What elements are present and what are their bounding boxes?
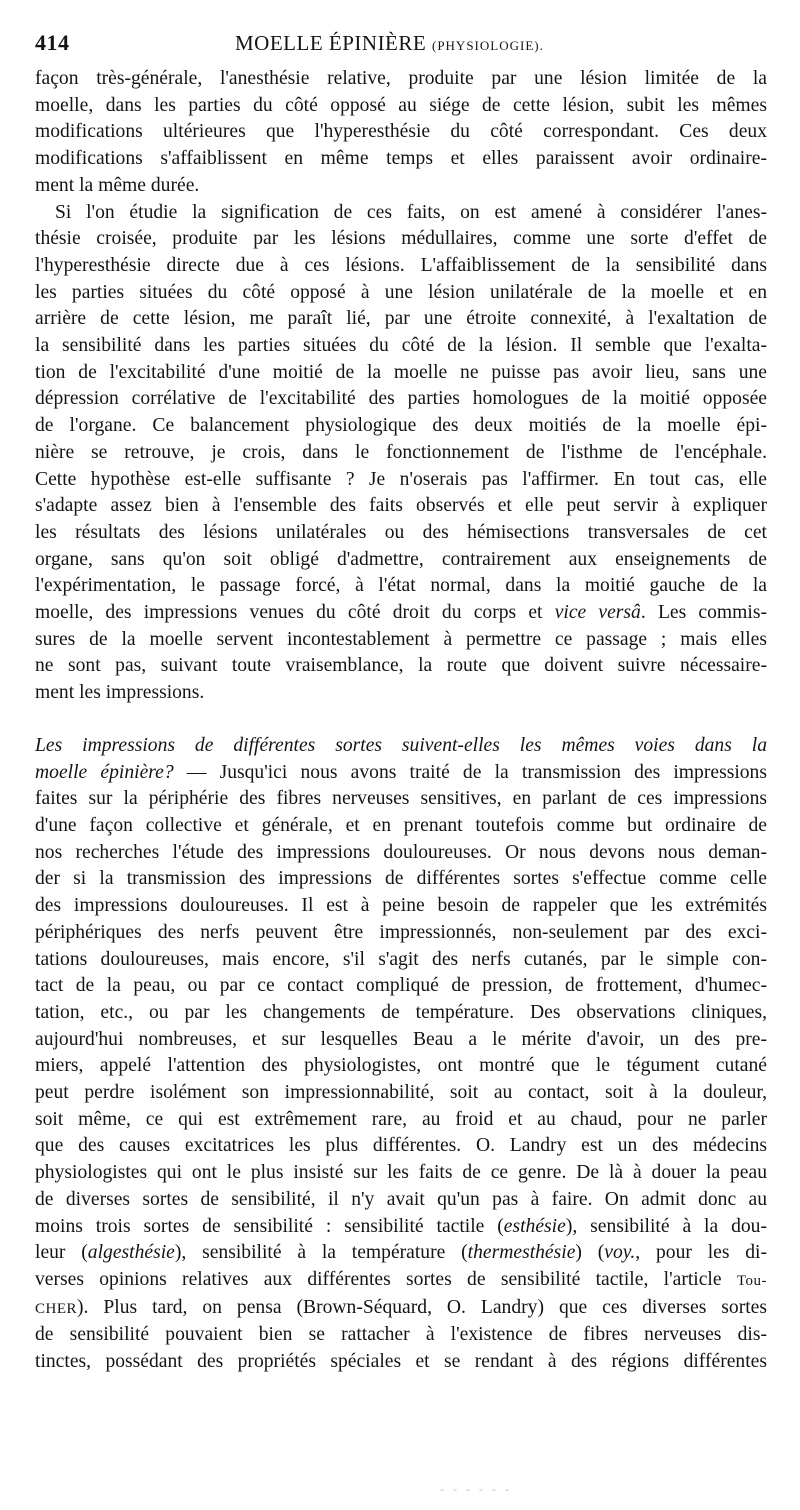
paragraph-line: organe, sans qu'on soit obligé d'admettre, contrairement aux enseignements de [35, 548, 767, 570]
text-span: ) ( [575, 1242, 605, 1264]
section-gap [35, 707, 767, 733]
section-heading-line [35, 760, 767, 787]
paragraph-line [35, 1240, 767, 1267]
paragraph-line [35, 600, 767, 627]
paragraph-line [35, 1214, 767, 1241]
paragraph-line: nière se retrouve, je crois, dans le fonctionnement de l'isthme de l'encéphale. [35, 441, 767, 463]
paragraph-line: nos recherches l'étude des impressions douloureuses. Or nous devons nous deman- [35, 841, 767, 863]
text-span: verses opinions relatives aux différentes sortes de sensibilité tactile, l'article [35, 1268, 737, 1290]
paragraph-line: sures de la moelle servent incontestablement à permettre ce passage ; mais elles [35, 628, 767, 650]
text-span: leur ( [35, 1242, 88, 1264]
text-span: ). Plus tard, on pensa (Brown-Séquard, O. Landry) que ces diverses sortes [77, 1296, 767, 1318]
paragraph-line: que des causes excitatrices les plus différentes. O. Landry est un des médecins [35, 1135, 767, 1157]
paragraph-line: moelle, dans les parties du côté opposé au siége de cette lésion, subit les mêmes [35, 94, 767, 116]
paragraph-line: faites sur la périphérie des fibres nerveuses sensitives, en parlant de ces impressions [35, 788, 767, 810]
text-span: — Jusqu'ici nous avons traité de la transmission des impressions [173, 761, 767, 783]
running-title-sub: (PHYSIOLOGIE). [431, 38, 544, 53]
paragraph-line: Cette hypothèse est-elle suffisante ? Je n'oserais pas l'affirmer. En tout cas, elle [35, 468, 767, 490]
paragraph-line: modifications ultérieures que l'hyperesthésie du côté correspondant. Ces deux [35, 121, 767, 143]
paragraph-line: de diverses sortes de sensibilité, il n'y avait qu'un pas à faire. On admit donc au [35, 1188, 767, 1210]
paragraph-line: modifications s'affaiblissent en même temps et elles paraissent avoir ordinaire- [35, 148, 767, 170]
paragraph-line: tact de la peau, ou par ce contact compliqué de pression, de frottement, d'humec- [35, 975, 767, 997]
text-span: moelle, des impressions venues du côté droit du corps et [35, 602, 555, 624]
italic-term: voy. [604, 1242, 636, 1264]
paragraph-line [35, 1267, 767, 1295]
small-caps-term: CHER [35, 1300, 78, 1317]
paragraph-line: tations douloureuses, mais encore, s'il s'agit des nerfs cutanés, par le simple con- [35, 948, 767, 970]
footer-mark: - - - - - - [440, 1482, 512, 1496]
section-heading-italic: moelle épinière? [35, 761, 174, 783]
running-title [155, 31, 767, 56]
paragraph-line: tation, etc., ou par les changements de température. Des observations cliniques, [35, 1001, 767, 1023]
paragraph-line: ment les impressions. [35, 682, 205, 704]
page [35, 30, 767, 1376]
page-number: 414 [35, 30, 70, 55]
paragraph-line: de l'organe. Ce balancement physiologique des deux moitiés de la moelle épi- [35, 415, 767, 437]
paragraph-line: physiologistes qui ont le plus insisté sur les faits de ce genre. De là à douer la peau [35, 1162, 767, 1184]
running-title-main: MOELLE ÉPINIÈRE [235, 31, 427, 55]
paragraph-line: ment la même durée. [35, 174, 200, 196]
paragraph-line: der si la transmission des impressions de différentes sortes s'effectue comme celle [35, 868, 767, 890]
paragraph-line: façon très-générale, l'anesthésie relative, produite par une lésion limitée de la [35, 68, 767, 89]
text-span: ), sensibilité à la dou- [565, 1215, 767, 1237]
text-span: ), sensibilité à la température ( [174, 1242, 468, 1264]
paragraph-line: les résultats des lésions unilatérales ou des hémisections transversales de cet [35, 521, 767, 543]
paragraph-crossed-anesthesia [35, 200, 767, 707]
paragraph-line: miers, appelé l'attention des physiologistes, ont montré que le tégument cutané [35, 1055, 767, 1077]
section-heading-line: Les impressions de différentes sortes suivent-elles les mêmes voies dans la [35, 734, 767, 756]
text-span: , pour les di- [635, 1242, 768, 1264]
paragraph-line: de sensibilité pouvaient bien se rattacher à l'existence de fibres nerveuses dis- [35, 1324, 767, 1346]
paragraph-line: l'expérimentation, le passage forcé, à l'état normal, dans la moitié gauche de la [35, 575, 767, 597]
paragraph-line: soit même, ce qui est extrêmement rare, au froid et au chaud, pour ne parler [35, 1108, 767, 1130]
paragraph-impressions-section [35, 733, 767, 1376]
running-head [35, 30, 767, 66]
text-span: . Les commis- [640, 602, 767, 624]
italic-term: esthésie [503, 1215, 566, 1237]
paragraph-line: dépression corrélative de l'excitabilité des parties homologues de la moitié opposée [35, 388, 767, 410]
paragraph-line: périphériques des nerfs peuvent être impressionnés, non-seulement par des exci- [35, 921, 767, 943]
paragraph-line: l'hyperesthésie directe due à ces lésions. L'affaiblissement de la sensibilité dans [35, 254, 767, 276]
paragraph-line: d'une façon collective et générale, et en prenant toutefois comme but ordinaire de [35, 814, 767, 836]
small-caps-term: Tou- [736, 1272, 767, 1289]
paragraph-line: tion de l'excitabilité d'une moitié de la moelle ne puisse pas avoir lieu, sans une [35, 361, 767, 383]
paragraph-line [35, 1295, 767, 1323]
paragraph-line: aujourd'hui nombreuses, et sur lesquelles Beau a le mérite d'avoir, un des pre- [35, 1028, 767, 1050]
italic-phrase: vice versâ [554, 602, 641, 624]
paragraph-line: Si l'on étudie la signification de ces faits, on est amené à considérer l'anes- [55, 201, 767, 223]
text-span: moins trois sortes de sensibilité : sensibilité tactile ( [35, 1215, 504, 1237]
paragraph-line: thésie croisée, produite par les lésions médullaires, comme une sorte d'effet de [35, 228, 767, 250]
paragraph-line: s'adapte assez bien à l'ensemble des faits observés et elle peut servir à expliquer [35, 495, 767, 517]
italic-term: algesthésie [87, 1242, 175, 1264]
paragraph-line: peut perdre isolément son impressionnabilité, soit au contact, soit à la douleur, [35, 1082, 767, 1104]
paragraph-continuation [35, 66, 767, 200]
paragraph-line: la sensibilité dans les parties situées du côté de la lésion. Il semble que l'exalta- [35, 335, 767, 357]
italic-term: thermesthésie [467, 1242, 576, 1264]
paragraph-line: les parties situées du côté opposé à une lésion unilatérale de la moelle et en [35, 281, 767, 303]
paragraph-line: arrière de cette lésion, me paraît lié, par une étroite connexité, à l'exaltation de [35, 308, 767, 330]
paragraph-line: ne sont pas, suivant toute vraisemblance, la route que doivent suivre nécessaire- [35, 655, 767, 677]
paragraph-line: tinctes, possédant des propriétés spéciales et se rendant à des régions différentes [35, 1351, 767, 1373]
paragraph-line: des impressions douloureuses. Il est à peine besoin de rappeler que les extrémités [35, 895, 767, 917]
